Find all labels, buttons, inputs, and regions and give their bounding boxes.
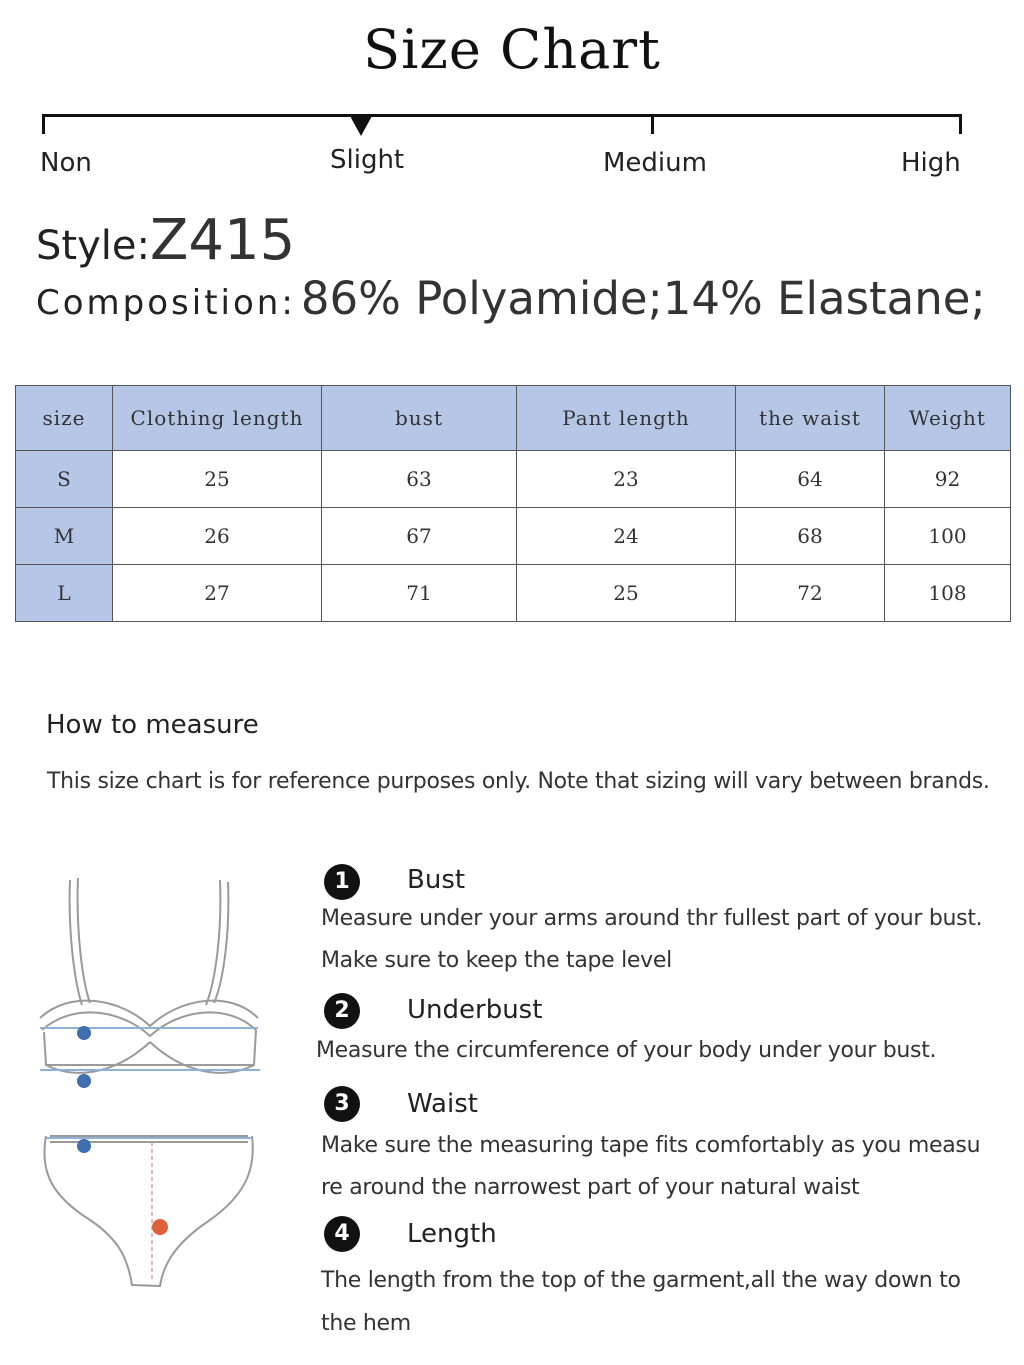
marker-dot-icon bbox=[152, 1219, 168, 1235]
table-cell: 25 bbox=[113, 451, 322, 508]
step-text: the hem bbox=[321, 1311, 411, 1336]
column-header: Clothing length bbox=[113, 386, 322, 451]
step-text: Make sure to keep the tape level bbox=[321, 948, 672, 973]
scale-tick bbox=[651, 114, 654, 134]
how-to-measure-title: How to measure bbox=[46, 710, 259, 740]
step-text: Make sure the measuring tape fits comfortably as you measu bbox=[321, 1133, 981, 1158]
scale-marker-icon bbox=[350, 116, 372, 136]
size-cell: S bbox=[16, 451, 113, 508]
table-header-row bbox=[16, 386, 1011, 451]
scale-label-non: Non bbox=[40, 148, 92, 178]
step-number-icon: 4 bbox=[324, 1216, 360, 1252]
column-header: Weight bbox=[885, 386, 1011, 451]
style-label: Style: bbox=[36, 223, 150, 269]
style-value: Z415 bbox=[149, 208, 296, 273]
step-text: re around the narrowest part of your natural waist bbox=[321, 1175, 860, 1200]
page-title: Size Chart bbox=[363, 18, 661, 81]
table-cell: 63 bbox=[322, 451, 517, 508]
table-cell: 27 bbox=[113, 565, 322, 622]
table-cell: 71 bbox=[322, 565, 517, 622]
scale-label-slight: Slight bbox=[330, 145, 405, 175]
bikini-illustration bbox=[30, 870, 270, 1310]
scale-label-medium: Medium bbox=[603, 148, 707, 178]
scale-label-high: High bbox=[901, 148, 961, 178]
table-cell: 23 bbox=[517, 451, 736, 508]
composition-value: 86% Polyamide;14% Elastane; bbox=[300, 272, 986, 325]
scale-line bbox=[42, 114, 962, 117]
step-title: Bust bbox=[407, 865, 466, 895]
table-cell: 64 bbox=[736, 451, 885, 508]
step-title: Length bbox=[407, 1219, 497, 1249]
size-cell: M bbox=[16, 508, 113, 565]
marker-dot-icon bbox=[77, 1074, 91, 1088]
step-text: Measure the circumference of your body under your bust. bbox=[316, 1038, 937, 1063]
marker-dot-icon bbox=[77, 1139, 91, 1153]
column-header: bust bbox=[322, 386, 517, 451]
step-number-icon: 2 bbox=[324, 993, 360, 1029]
table-cell: 24 bbox=[517, 508, 736, 565]
table-cell: 26 bbox=[113, 508, 322, 565]
step-text: Measure under your arms around thr fullest part of your bust. bbox=[321, 906, 983, 931]
composition-label: Composition: bbox=[36, 283, 296, 323]
table-row bbox=[16, 451, 1011, 508]
how-to-measure-description: This size chart is for reference purposes only. Note that sizing will vary between brands. bbox=[47, 769, 990, 794]
step-title: Waist bbox=[407, 1089, 478, 1119]
table-row bbox=[16, 565, 1011, 622]
scale-tick bbox=[959, 114, 962, 134]
table-cell: 92 bbox=[885, 451, 1011, 508]
table-cell: 25 bbox=[517, 565, 736, 622]
marker-dot-icon bbox=[77, 1026, 91, 1040]
table-cell: 67 bbox=[322, 508, 517, 565]
table-cell: 72 bbox=[736, 565, 885, 622]
composition-line bbox=[36, 272, 986, 325]
column-header: Pant length bbox=[517, 386, 736, 451]
column-header: the waist bbox=[736, 386, 885, 451]
size-cell: L bbox=[16, 565, 113, 622]
size-table bbox=[15, 385, 1011, 622]
table-cell: 68 bbox=[736, 508, 885, 565]
style-line bbox=[36, 208, 295, 273]
table-cell: 100 bbox=[885, 508, 1011, 565]
step-number-icon: 1 bbox=[324, 864, 360, 900]
column-header: size bbox=[16, 386, 113, 451]
table-cell: 108 bbox=[885, 565, 1011, 622]
step-number-icon: 3 bbox=[324, 1086, 360, 1122]
step-text: The length from the top of the garment,all the way down to bbox=[321, 1268, 961, 1293]
scale-tick bbox=[42, 114, 45, 134]
table-row bbox=[16, 508, 1011, 565]
step-title: Underbust bbox=[407, 995, 543, 1025]
